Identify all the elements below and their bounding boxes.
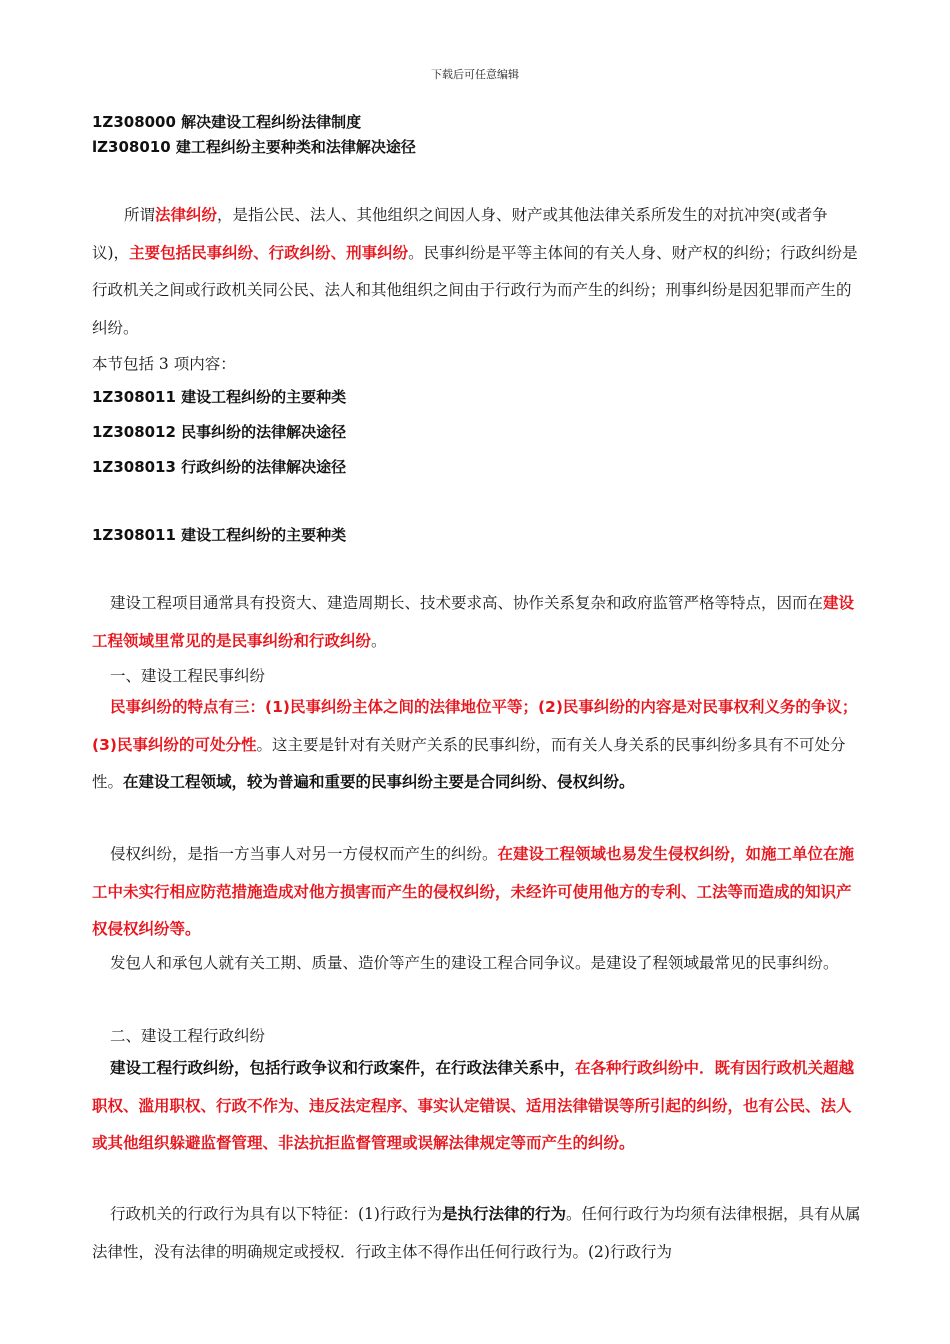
body-text: 。这主要是针对有关财产关系的民事纠纷，而有关人身关系的民事纠纷多具有不可处分性。 <box>92 735 846 791</box>
body-paragraph <box>92 689 862 802</box>
body-highlight: 建设工程领域里常见的是民事纠纷和行政纠纷 <box>92 594 855 650</box>
intro-text: 所谓 <box>124 206 156 224</box>
intro-text: ，是指公民、法人、其他组织之间因人身、财产或其他法律关系所发生的对抗冲突(或者争议)， <box>92 206 828 262</box>
body-bold: 建设工程行政纠纷，包括行政争议和行政案件，在行政法律关系中， <box>110 1059 576 1077</box>
body-text: 建设工程项目通常具有投资大、建造周期长、技术要求高、协作关系复杂和政府监管严格等特点，因而在 <box>110 594 824 612</box>
intro-highlight-types: 主要包括民事纠纷、行政纠纷、刑事纠纷 <box>129 243 409 262</box>
chapter-heading: 1Z308000 解决建设工程纠纷法律制度 <box>92 113 362 131</box>
intro-highlight-term: 法律纠纷 <box>155 206 218 224</box>
body-text: 。任何行政行为均须有法律根据，具有从属法律性，没有法律的明确规定或授权．行政主体不得作出任何行政行为。(2)行政行为 <box>92 1205 861 1261</box>
body-bold: 是执行法律的行为 <box>441 1205 566 1223</box>
body-highlight: 在建设工程领域也易发生侵权纠纷，如施工单位在施工中未实行相应防范措施造成对他方损害而产生的侵权纠纷，未经许可使用他方的专利、工法等而造成的知识产权侵权纠纷等。 <box>92 845 855 938</box>
body-text: 行政机关的行政行为具有以下特征：(1)行政行为 <box>110 1205 442 1223</box>
body-paragraph <box>92 1196 862 1271</box>
body-highlight: 民事纠纷的特点有三：(1)民事纠纷主体之间的法律地位平等；(2)民事纠纷的内容是对民事权利义务的争议；(3)民事纠纷的可处分性 <box>92 698 858 754</box>
section-title: 1Z308011 建设工程纠纷的主要种类 <box>92 526 347 544</box>
header-note: 下载后可任意编辑 <box>431 68 519 81</box>
body-text: 侵权纠纷，是指一方当事人对另一方侵权而产生的纠纷。 <box>110 845 498 863</box>
body-paragraph <box>92 585 862 660</box>
body-text: 。 <box>371 631 387 650</box>
body-paragraph <box>92 945 862 983</box>
subheading-civil: 一、建设工程民事纠纷 <box>110 667 266 685</box>
intro-text: 。民事纠纷是平等主体间的有关人身、财产权的纠纷；行政纠纷是行政机关之间或行政机关同公民、法人和其他组织之间由于行政行为而产生的纠纷；刑事纠纷是因犯罪而产生的纠纷。 <box>92 243 858 337</box>
toc-item: 1Z308013 行政纠纷的法律解决途径 <box>92 458 347 476</box>
body-bold: 在建设工程领域，较为普遍和重要的民事纠纷主要是合同纠纷、侵权纠纷。 <box>123 773 635 791</box>
subheading-admin: 二、建设工程行政纠纷 <box>110 1027 266 1045</box>
body-text: 发包人和承包人就有关工期、质量、造价等产生的建设工程合同争议。是建设了程领域最常见的民事纠纷。 <box>110 954 839 972</box>
body-paragraph <box>92 1050 862 1163</box>
toc-item: 1Z308011 建设工程纠纷的主要种类 <box>92 388 347 406</box>
toc-item: 1Z308012 民事纠纷的法律解决途径 <box>92 423 347 441</box>
summary-line: 本节包括 3 项内容： <box>92 355 236 373</box>
section-heading: lZ308010 建工程纠纷主要种类和法律解决途径 <box>92 138 416 156</box>
body-highlight: 在各种行政纠纷中．既有因行政机关超越职权、滥用职权、行政不作为、违反法定程序、事实认定错误、适用法律错误等所引起的纠纷，也有公民、法人或其他组织躲避监督管理、非法抗拒监督管理或误解法律规定等而产生的纠纷。 <box>92 1059 855 1152</box>
body-paragraph <box>92 836 862 949</box>
intro-paragraph <box>92 197 862 347</box>
